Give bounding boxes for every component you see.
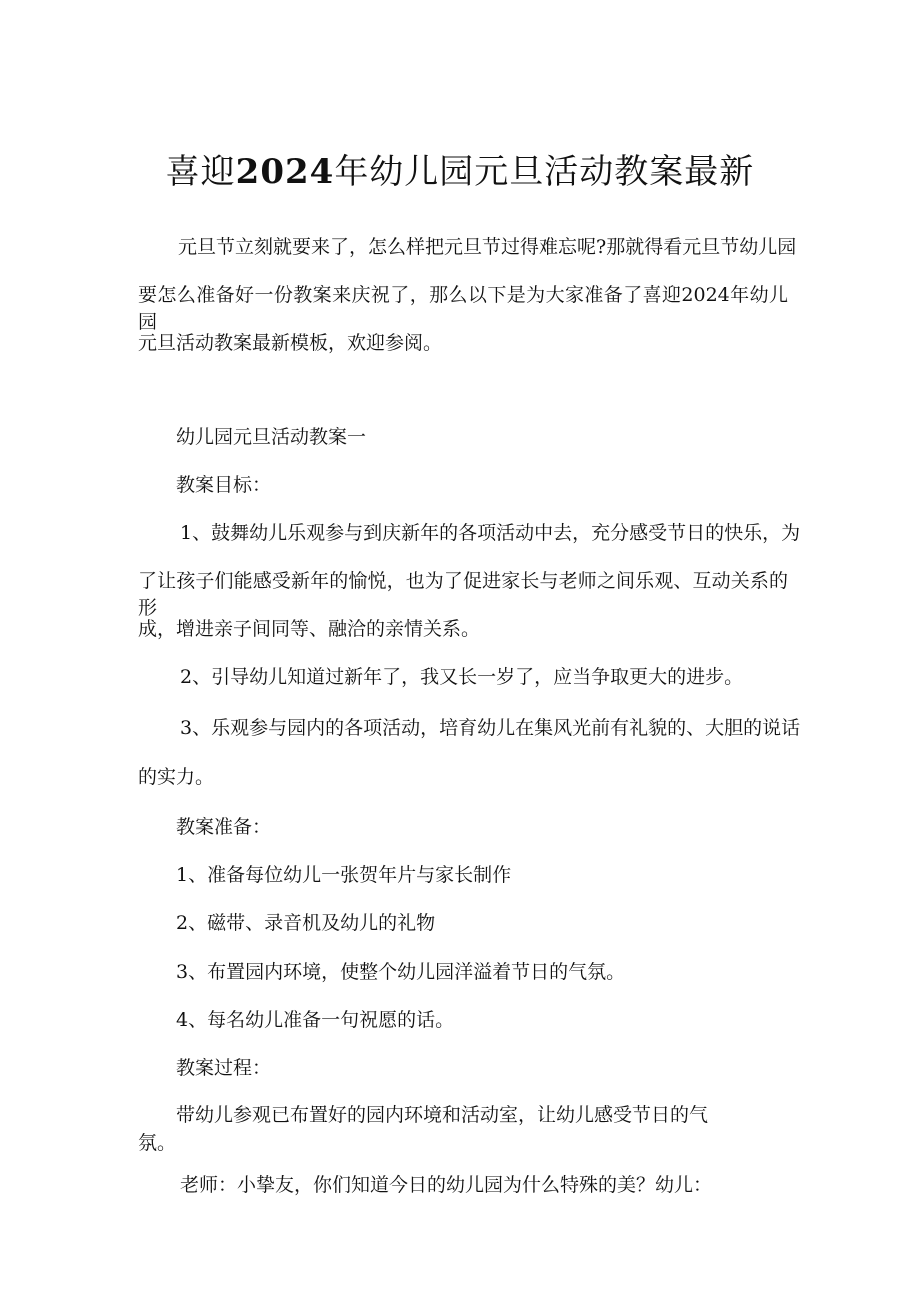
- title-suffix: 年幼儿园元旦活动教案最新: [334, 152, 755, 192]
- dialogue-line: 老师：小挚友，你们知道今日的幼儿园为什么特殊的美？幼儿：: [180, 1174, 713, 1196]
- section-title: 幼儿园元旦活动教案一: [176, 426, 367, 448]
- process-line-1: 带幼儿参观已布置好的园内环境和活动室，让幼儿感受节日的气: [176, 1104, 709, 1126]
- process-heading: 教案过程：: [176, 1057, 272, 1079]
- goal-1-line-2-wrap: [138, 566, 788, 620]
- prep-item-1: 1、准备每位幼儿一张贺年片与家长制作: [176, 864, 512, 886]
- goal-1-line-2: 了让孩子们能感受新年的愉悦，也为了促进家长与老师之间乐观、互动关系的形: [138, 570, 788, 619]
- intro-line-3: 元旦活动教案最新模板，欢迎参阅。: [138, 332, 443, 354]
- goal-2: 2、引导幼儿知道过新年了，我又长一岁了，应当争取更大的进步。: [180, 666, 744, 688]
- title-year: 2024: [235, 152, 335, 192]
- prep-item-3: 3、布置园内环境，使整个幼儿园洋溢着节日的气氛。: [176, 961, 626, 983]
- goals-heading: 教案目标：: [176, 474, 272, 496]
- intro-line-2: 要怎么准备好一份教案来庆祝了，那么以下是为大家准备了喜迎2024年幼儿园: [138, 284, 788, 333]
- title-prefix: 喜迎: [165, 152, 236, 192]
- goal-1-line-3: 成，增进亲子间同等、融洽的亲情关系。: [138, 618, 481, 640]
- prep-item-2: 2、磁带、录音机及幼儿的礼物: [176, 912, 436, 934]
- document-title: [0, 144, 920, 193]
- intro-line-2-wrap: [138, 280, 788, 334]
- prep-item-4: 4、每名幼儿准备一句祝愿的话。: [176, 1009, 455, 1031]
- goal-1-line-1: 1、鼓舞幼儿乐观参与到庆新年的各项活动中去，充分感受节日的快乐，为: [180, 522, 801, 544]
- goal-3-line-2: 的实力。: [138, 766, 215, 788]
- goal-3-line-1: 3、乐观参与园内的各项活动，培育幼儿在集风光前有礼貌的、大胆的说话: [180, 717, 801, 739]
- intro-line-1: 元旦节立刻就要来了，怎么样把元旦节过得难忘呢?那就得看元旦节幼儿园: [178, 236, 797, 258]
- prep-heading: 教案准备：: [176, 816, 272, 838]
- process-line-2: 氛。: [138, 1132, 177, 1154]
